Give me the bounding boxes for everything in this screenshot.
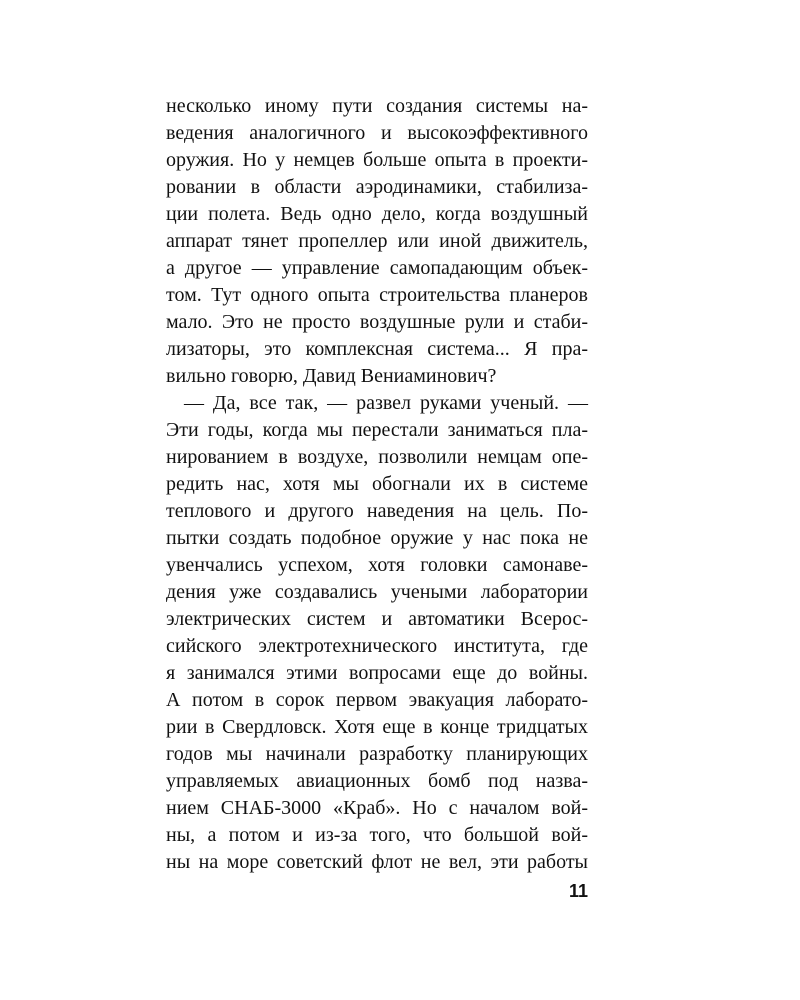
text-line: электрических систем и автоматики Всерос- [166,608,588,630]
text-line: нированием в воздухе, позволили немцам опе- [166,446,588,468]
text-line: годов мы начинали разработку планирующих [166,743,588,765]
page-number: 11 [568,881,588,901]
text-line: А потом в сорок первом эвакуация лаборато- [166,689,588,711]
text-line: — Да, все так, — развел руками ученый. — [184,392,588,414]
text-line: оружия. Но у немцев больше опыта в проекти- [166,149,588,171]
text-line: управляемых авиационных бомб под назва- [166,770,588,792]
text-line: ции полета. Ведь одно дело, когда воздушный [166,203,588,225]
text-line: ны на море советский флот не вел, эти работы [166,851,588,873]
text-line: вильно говорю, Давид Вениаминович? [166,365,497,387]
text-line: дения уже создавались учеными лаборатории [166,581,588,603]
text-line: Эти годы, когда мы перестали заниматься пла- [166,419,588,441]
text-line: ровании в области аэродинамики, стабилиза- [166,176,588,198]
body-text [166,93,588,876]
text-line: аппарат тянет пропеллер или иной движитель, [166,230,588,252]
text-line: сийского электротехнического института, где [166,635,588,657]
text-line: том. Тут одного опыта строительства планеров [166,284,588,306]
text-line: ведения аналогичного и высокоэффективного [166,122,588,144]
text-line: рии в Свердловск. Хотя еще в конце тридцатых [166,716,588,738]
text-line: я занимался этими вопросами еще до войны. [166,662,588,684]
text-line: теплового и другого наведения на цель. По- [166,500,588,522]
text-line: редить нас, хотя мы обогнали их в системе [166,473,588,495]
text-line: пытки создать подобное оружие у нас пока не [166,527,588,549]
text-line: нием СНАБ-3000 «Краб». Но с началом вой- [166,797,588,819]
text-line: ны, а потом и из-за того, что большой вой- [166,824,588,846]
text-line: увенчались успехом, хотя головки самонаве- [166,554,588,576]
text-line: а другое — управление самопадающим объек- [166,257,588,279]
text-line: мало. Это не просто воздушные рули и стаби- [166,311,588,333]
text-line: несколько иному пути создания системы на- [166,95,588,117]
text-line: лизаторы, это комплексная система... Я пра- [166,338,588,360]
